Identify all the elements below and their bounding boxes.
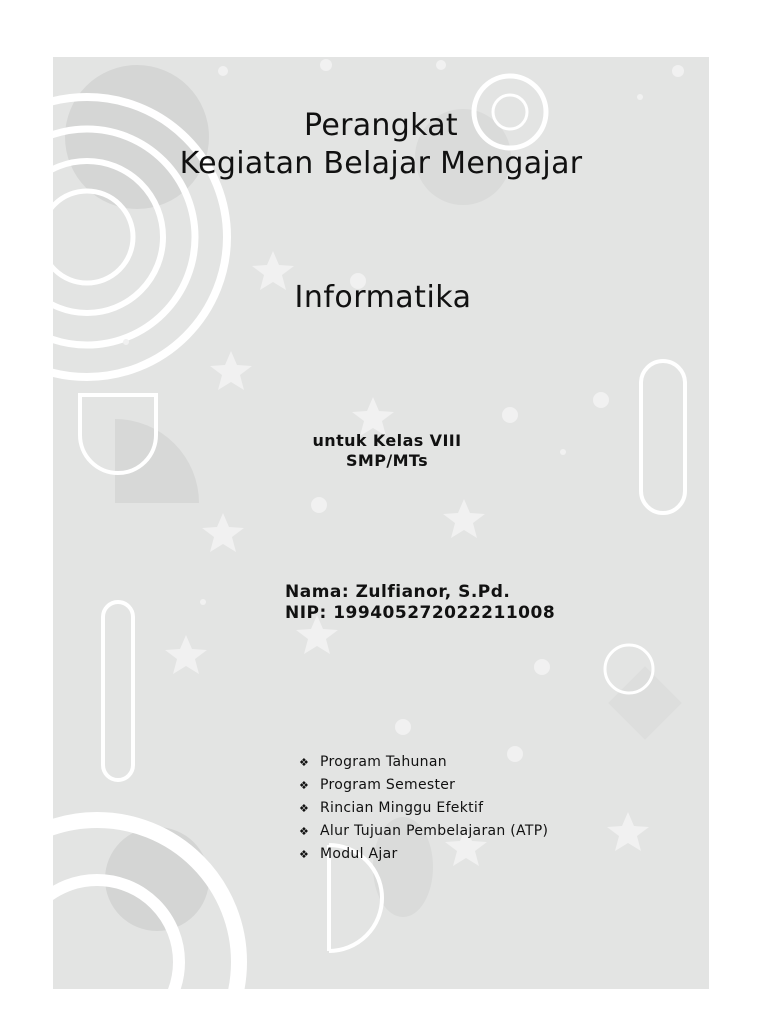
cover-page (53, 57, 709, 989)
decor-diamond (608, 666, 682, 740)
list-item (299, 797, 548, 820)
grade-line-1: untuk Kelas VIII (312, 431, 462, 450)
author-nip: NIP: 199405272022211008 (285, 603, 556, 623)
contents-list (299, 751, 548, 866)
list-item (299, 751, 548, 774)
diamond-bullet-icon: ❖ (299, 779, 310, 792)
diamond-bullet-icon: ❖ (299, 756, 310, 769)
decor-pill-left (103, 602, 133, 780)
list-item-label: Modul Ajar (320, 846, 398, 862)
diamond-bullet-icon: ❖ (299, 848, 310, 861)
list-item-label: Rincian Minggu Efektif (320, 800, 484, 816)
list-item (299, 774, 548, 797)
list-item-label: Alur Tujuan Pembelajaran (ATP) (320, 823, 549, 839)
diamond-bullet-icon: ❖ (299, 802, 310, 815)
diamond-bullet-icon: ❖ (299, 825, 310, 838)
list-item (299, 843, 548, 866)
list-item-label: Program Tahunan (320, 754, 447, 770)
author-name: Nama: Zulfianor, S.Pd. (285, 582, 511, 602)
author-identity (285, 582, 555, 624)
list-item (299, 820, 548, 843)
decor-pill-right (641, 361, 685, 513)
grade-level (275, 431, 499, 471)
subject-heading: Informatika (294, 280, 472, 315)
document-title (53, 107, 709, 183)
title-line-1: Perangkat (304, 108, 458, 143)
title-line-2: Kegiatan Belajar Mengajar (179, 146, 583, 181)
list-item-label: Program Semester (320, 777, 456, 793)
grade-line-2: SMP/MTs (345, 451, 429, 470)
